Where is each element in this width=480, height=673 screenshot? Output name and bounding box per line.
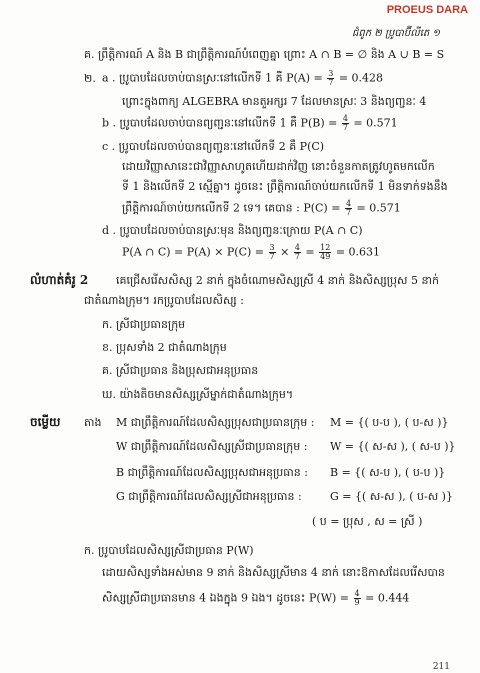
answer-row-3-desc: B ជាព្រឹត្តិការណ៍ដែលសិស្សប្រុសជាអនុប្រធាន :: [116, 466, 308, 479]
example-item-2: ខ. ប្រុសទាំង 2 ជាតំណាងក្រុម: [102, 341, 227, 354]
answer-row-1-set: M = {( ប-ប ), ( ប-ស )}: [330, 416, 449, 429]
example-item-1: ក. ស្រីជាប្រធានក្រុម: [102, 318, 186, 331]
q2d-text: ប្រូបាបដែលចាប់បានស្រៈមុន និងព្យញ្ជនៈក្រោយ P(A ∩ C): [119, 224, 363, 237]
q2d-line1: [102, 224, 363, 240]
example-line1: គេជ្រើសរើសសិស្ស 2 នាក់ ក្នុងចំណោមសិស្សស្រី 4 នាក់ និងសិស្សប្រុស 5 នាក់: [116, 274, 439, 287]
example-item-4: ឃ. យ៉ាងតិចមានសិស្សស្រីម្នាក់ជាតំណាងក្រុម។: [102, 388, 294, 401]
answer-legend: ( ប = ប្រុស , ស = ស្រី ): [312, 515, 423, 528]
answer-label: ចម្លើយ: [30, 415, 61, 429]
q2c-line1: [102, 140, 324, 156]
answer-part-a-line1: ក. ប្រូបាបដែលសិស្សស្រីជាប្រធាន P(W): [84, 544, 254, 557]
answer-row-2-set: W = {( ស-ស ), ( ស-ប )}: [330, 440, 456, 453]
page-number: 211: [432, 662, 450, 672]
answer-part-a-fraction: $\frac{4}{9}$: [354, 589, 360, 607]
answer-row-1-desc: M ជាព្រឹត្តិការណ៍ដែលសិស្សប្រុសជាប្រធានក្រុម :: [116, 416, 315, 429]
q2b-result: = 0.571: [349, 116, 398, 130]
example-label: លំហាត់គំរូ 2: [30, 273, 89, 287]
running-header: ជំពូក ២ ប្រូបាប៊ីលីតេ ១: [352, 28, 440, 39]
q2b-fraction: $\frac{4}{7}$: [342, 114, 348, 132]
watermark: PROEUS DARA: [386, 4, 468, 16]
q2d-result: = 0.631: [332, 245, 381, 259]
q2b-label: b .: [102, 116, 117, 130]
q2a-line1: [102, 70, 383, 88]
q2d-frac1: $\frac{3}{7}$: [269, 243, 275, 261]
q2-label: ២.: [84, 72, 96, 85]
q2a-result: = 0.428: [335, 71, 384, 85]
answer-row-3-set: B = {( ស-ប ), ( ប-ប )}: [330, 466, 446, 479]
q2c-text: ប្រូបាបដែលចាប់បានព្យញ្ជនៈនៅលើកទី 2 គឺ P(C): [118, 140, 325, 153]
answer-row-4-set: G = {( ស-ស ), ( ប-ស )}: [330, 490, 453, 503]
part-c-text: ព្រឹត្តិការណ៍ A និង B ជាព្រឹត្តិការណ៍បំពេញគ្នា ព្រោះ A ∩ B = ∅ និង A ∪ B = S: [97, 48, 445, 61]
q2c-fraction: $\frac{4}{7}$: [345, 199, 352, 217]
answer-part-a-line2: ដោយសិស្សទាំងអស់មាន 9 នាក់ និងសិស្សស្រីមាន 4 នាក់ នោះឱកាសដែលរើសបាន: [102, 566, 445, 579]
q2d-label: d .: [102, 224, 117, 237]
q2c-result: = 0.571: [353, 201, 401, 215]
part-c-label: គ.: [84, 48, 95, 61]
q2a-line2: ព្រោះក្នុងពាក្យ ALGEBRA មានតួអក្សរ 7 ដែលមានស្រៈ 3 និងព្យញ្ជនៈ 4: [122, 95, 427, 108]
example-line2: ជាតំណាងក្រុម។ រកប្រូបាបដែលសិស្ស :: [84, 294, 244, 307]
q2c-line4: ព្រឹត្តិការណ៍ចាប់យកលើកទី 2 ទេ។ គេបាន : P(C) = $\frac{4}{7}$ = 0.571: [122, 199, 401, 217]
answer-row-1-lead: តាង: [84, 416, 102, 429]
q2a-fraction: $\frac{3}{7}$: [328, 69, 334, 87]
q2c-line2: ដោយវិញ្ញាសានេះជាវិញ្ញាសាហូតហើយដាក់វិញ នោះចំនួនកាតត្រូវហូតមកលើក: [122, 160, 435, 173]
part-c: [84, 48, 444, 64]
answer-part-a-result: = 0.444: [361, 591, 410, 605]
answer-row-2-desc: W ជាព្រឹត្តិការណ៍ដែលសិស្សស្រីជាប្រធានក្រុម :: [116, 440, 308, 453]
q2b-line1: [102, 115, 398, 133]
q2c-line3: ទី 1 និងលើកទី 2 ស្មើគ្នា។ ដូចនេះ ព្រឹត្តិការណ៍ចាប់យកលើកទី 1 មិនទាក់ទងនឹង: [122, 180, 448, 193]
answer-row-4-desc: G ជាព្រឹត្តិការណ៍ដែលសិស្សស្រីជាអនុប្រធាន :: [116, 490, 302, 503]
q2a-label: a .: [102, 71, 116, 85]
q2c-label: c .: [102, 140, 116, 153]
q2a-text: ប្រូបាបដែលចាប់បានស្រៈនៅលើកទី 1 គឺ P(A) =: [119, 71, 327, 85]
answer-part-a-line3: សិស្សស្រីជាប្រធានមាន 4 ឯងក្នុង 9 ឯង។ ដូចនេះ P(W) = $\frac{4}{9}$ = 0.444: [102, 589, 410, 607]
q2d-equation: P(A ∩ C) = P(A) × P(C) = $\frac{3}{7}$ × $\frac{4}{7}$ = $\frac{12}{49}$ = 0.631: [122, 243, 381, 261]
q2d-frac3: $\frac{12}{49}$: [320, 243, 331, 261]
q2b-text: ប្រូបាបដែលចាប់បានព្យញ្ជនៈនៅលើកទី 1 គឺ P(B) =: [119, 116, 341, 130]
q2d-frac2: $\frac{4}{7}$: [294, 243, 300, 261]
example-item-3: គ. ស្រីជាប្រធាន និងប្រុសជាអនុប្រធាន: [102, 364, 259, 377]
